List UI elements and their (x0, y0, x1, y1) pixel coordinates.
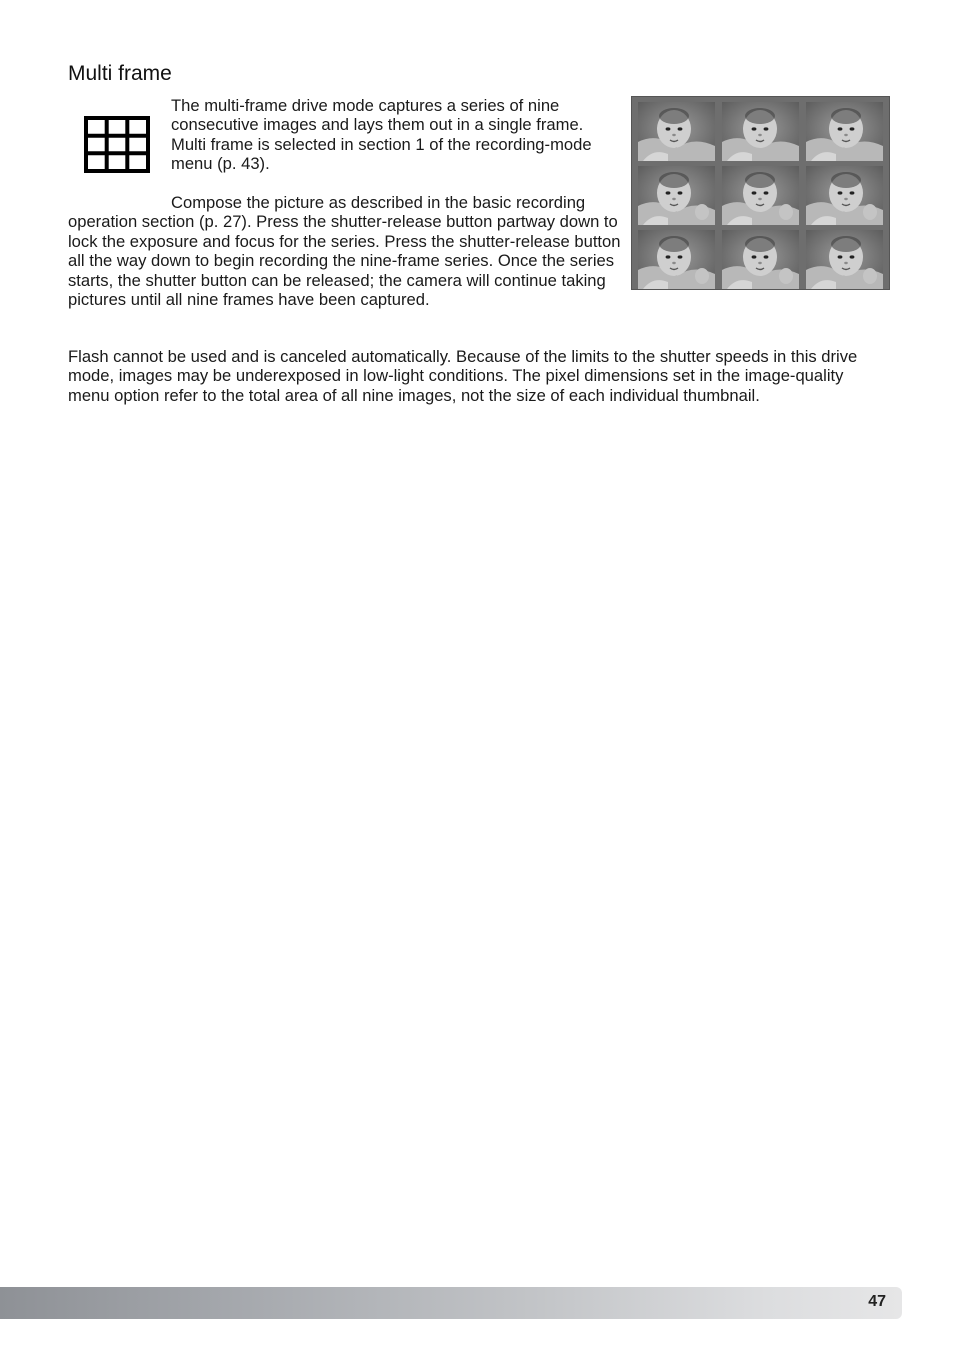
thumbnail-frame (806, 102, 883, 161)
thumbnail-frame (638, 230, 715, 289)
page-number: 47 (868, 1293, 886, 1310)
section-title: Multi frame (68, 62, 172, 85)
intro-paragraph: The multi-frame drive mode captures a series of nine consecutive images and lays them out in a single frame. Multi frame is selected in section 1 of the recording-mode menu (p. 43). (171, 96, 592, 174)
thumbnail-frame (806, 230, 883, 289)
footer-bar (0, 1287, 902, 1319)
thumbnail-frame (638, 102, 715, 161)
multi-frame-sample-image (631, 96, 890, 290)
thumbnail-frame (722, 102, 799, 161)
compose-paragraph: Compose the picture as described in the basic recording operation section (p. 27). Press the shutter-release button partway down to lock the exposure and focus for the series. Press the shutter-release button all the way down to begin recording the nine-frame series. Once the series starts, the shutter button can be released; the camera will continue taking pictures until all nine frames have been captured. (68, 193, 621, 310)
thumbnail-frame (638, 166, 715, 225)
flash-paragraph: Flash cannot be used and is canceled automatically. Because of the limits to the shutter speeds in this drive mode, images may be underexposed in low-light conditions. The pixel dimensions set in the image-quality menu option refer to the total area of all nine images, not the size of each individual thumbnail. (68, 347, 858, 405)
thumbnail-frame (722, 230, 799, 289)
thumbnail-frame (806, 166, 883, 225)
thumbnail-frame (722, 166, 799, 225)
nine-grid-icon (84, 116, 150, 173)
